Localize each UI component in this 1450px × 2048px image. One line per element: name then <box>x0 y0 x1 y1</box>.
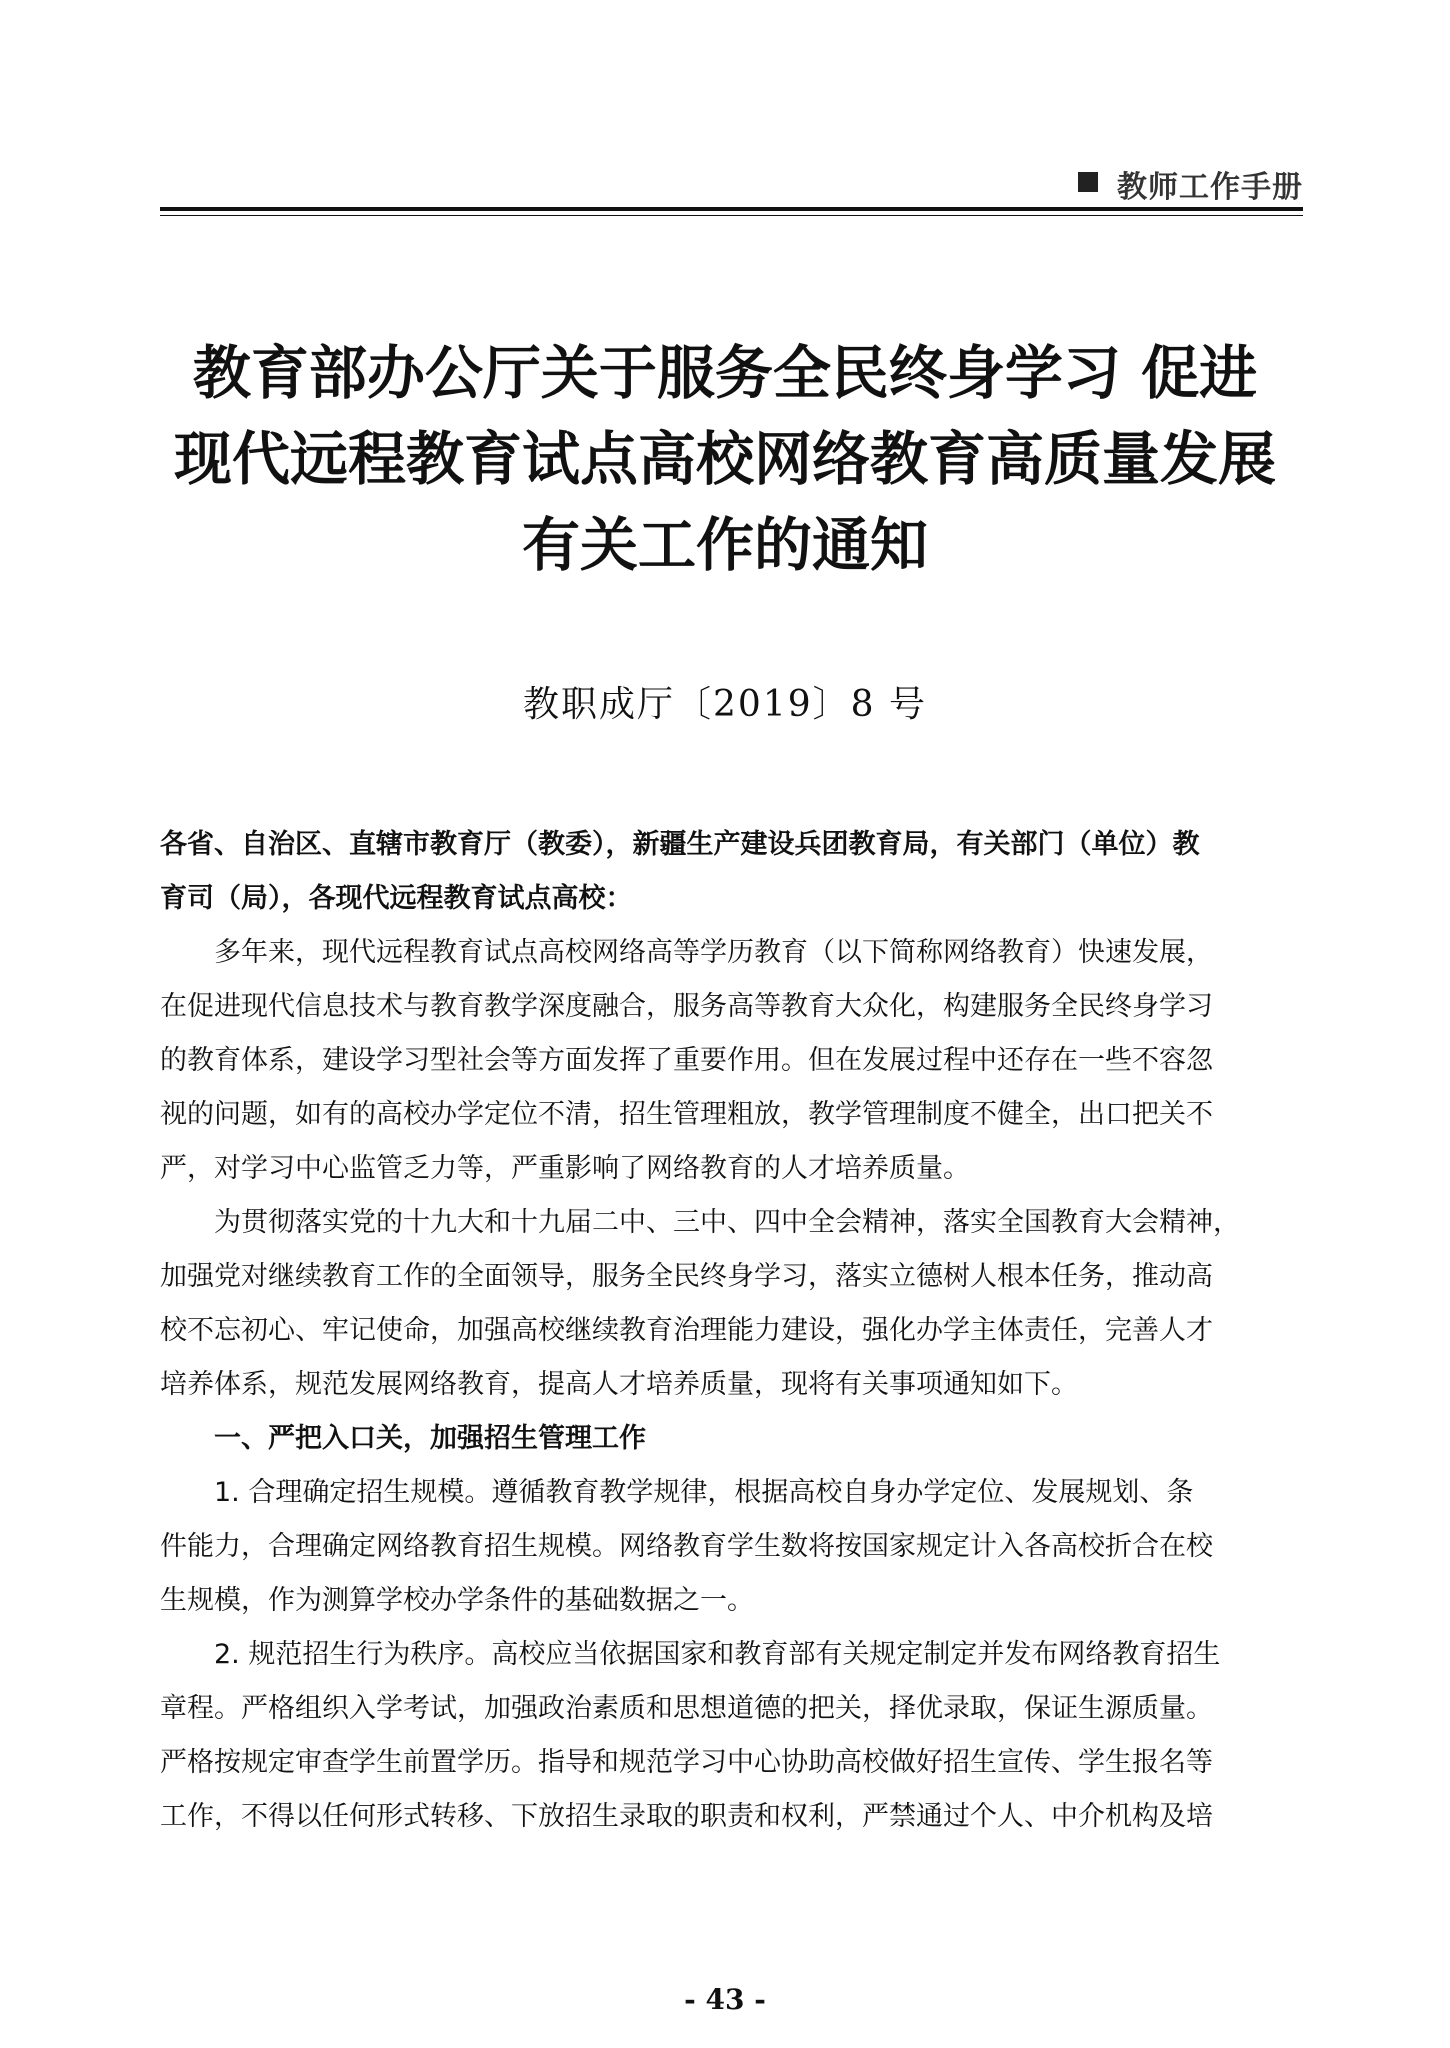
paragraph-line: 件能力，合理确定网络教育招生规模。网络教育学生数将按国家规定计入各高校折合在校 <box>160 1531 1213 1562</box>
section-heading: 一、严把入口关，加强招生管理工作 <box>160 1423 646 1454</box>
addressee-line: 育司（局），各现代远程教育试点高校： <box>160 883 633 914</box>
item-2 <box>160 1628 1310 1844</box>
addressee-line: 各省、自治区、直辖市教育厅（教委），新疆生产建设兵团教育局，有关部门（单位）教 <box>160 829 1200 860</box>
paragraph-line: 校不忘初心、牢记使命，加强高校继续教育治理能力建设，强化办学主体责任，完善人才 <box>160 1315 1213 1346</box>
paragraph-line: 培养体系，规范发展网络教育，提高人才培养质量，现将有关事项通知如下。 <box>160 1369 1078 1400</box>
title-line: 教育部办公厅关于服务全民终身学习 促进 <box>192 339 1258 407</box>
title-line: 有关工作的通知 <box>521 511 928 579</box>
document-body <box>160 818 1310 1844</box>
paragraph-2 <box>160 1196 1310 1412</box>
item-1 <box>160 1466 1310 1628</box>
paragraph-line: 的教育体系，建设学习型社会等方面发挥了重要作用。但在发展过程中还存在一些不容忽 <box>160 1045 1213 1076</box>
header-rule-thick <box>160 207 1303 211</box>
document-number: 教职成厅〔2019〕8 号 <box>523 684 927 725</box>
paragraph-line: 为贯彻落实党的十九大和十九届二中、三中、四中全会精神，落实全国教育大会精神， <box>160 1207 1240 1238</box>
addressee <box>160 818 1310 926</box>
paragraph-1 <box>160 926 1310 1196</box>
paragraph-line: 生规模，作为测算学校办学条件的基础数据之一。 <box>160 1585 754 1616</box>
paragraph-line: 章程。严格组织入学考试，加强政治素质和思想道德的把关，择优录取，保证生源质量。 <box>160 1693 1213 1724</box>
title-line: 现代远程教育试点高校网络教育高质量发展 <box>173 425 1276 493</box>
paragraph-line: 严，对学习中心监管乏力等，严重影响了网络教育的人才培养质量。 <box>160 1153 970 1184</box>
paragraph-line: 工作，不得以任何形式转移、下放招生录取的职责和权利，严禁通过个人、中介机构及培 <box>160 1801 1213 1832</box>
paragraph-line: 2. 规范招生行为秩序。高校应当依据国家和教育部有关规定制定并发布网络教育招生 <box>160 1639 1221 1670</box>
paragraph-line: 视的问题，如有的高校办学定位不清，招生管理粗放，教学管理制度不健全，出口把关不 <box>160 1099 1213 1130</box>
header-rule-thin <box>160 215 1303 216</box>
header-title: 教师工作手册 <box>1117 170 1303 205</box>
running-header <box>160 158 1303 208</box>
paragraph-line: 多年来，现代远程教育试点高校网络高等学历教育（以下简称网络教育）快速发展， <box>160 937 1213 968</box>
paragraph-line: 1. 合理确定招生规模。遵循教育教学规律，根据高校自身办学定位、发展规划、条 <box>160 1477 1194 1508</box>
document-title <box>130 330 1320 588</box>
paragraph-line: 在促进现代信息技术与教育教学深度融合，服务高等教育大众化，构建服务全民终身学习 <box>160 991 1213 1022</box>
page-number: - 43 - <box>684 1983 766 2016</box>
paragraph-line: 加强党对继续教育工作的全面领导，服务全民终身学习，落实立德树人根本任务，推动高 <box>160 1261 1213 1292</box>
paragraph-line: 严格按规定审查学生前置学历。指导和规范学习中心协助高校做好招生宣传、学生报名等 <box>160 1747 1213 1778</box>
header-square-icon <box>1078 172 1098 192</box>
